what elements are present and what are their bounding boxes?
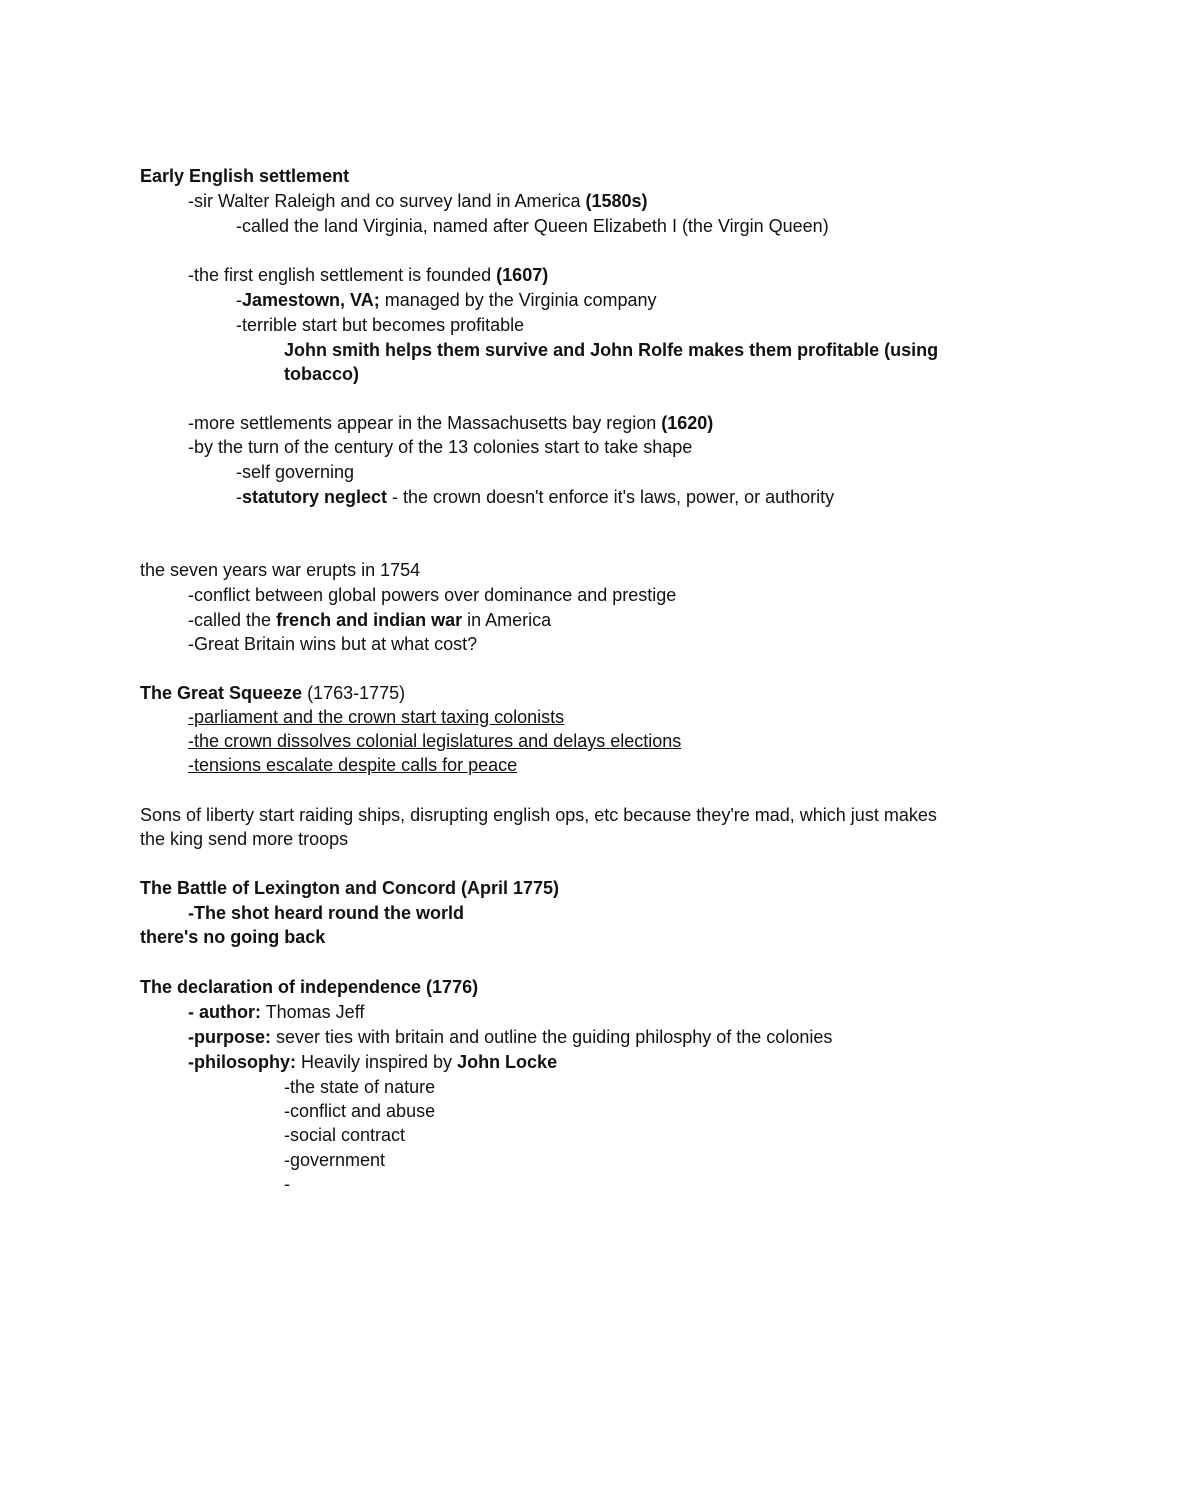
first-settlement-line bbox=[188, 263, 548, 287]
squeeze-item: -the crown dissolves colonial legislatures and delays elections bbox=[188, 731, 682, 751]
locke-item: - bbox=[284, 1174, 290, 1194]
section-heading-early-settlement: Early English settlement bbox=[140, 166, 350, 186]
first-settlement-text: -the first english settlement is founded bbox=[188, 265, 497, 285]
great-squeeze-heading bbox=[140, 681, 405, 705]
locke-item: -the state of nature bbox=[284, 1077, 436, 1097]
mass-bay-text: -more settlements appear in the Massachusetts bay region bbox=[188, 413, 662, 433]
called-prefix: -called the bbox=[188, 610, 277, 630]
no-going-back-line: there's no going back bbox=[140, 927, 326, 947]
neglect-dash: - bbox=[236, 487, 242, 507]
declaration-heading: The declaration of independence (1776) bbox=[140, 977, 479, 997]
locke-item: -conflict and abuse bbox=[284, 1101, 436, 1121]
author-value: Thomas Jeff bbox=[260, 1002, 365, 1022]
raleigh-line bbox=[188, 189, 648, 213]
john-locke: John Locke bbox=[457, 1052, 558, 1072]
jamestown-name: Jamestown, VA; bbox=[242, 290, 380, 310]
purpose-line bbox=[188, 1025, 832, 1049]
purpose-value: sever ties with britain and outline the guiding philosphy of the colonies bbox=[271, 1027, 833, 1047]
locke-item: -social contract bbox=[284, 1125, 406, 1145]
french-indian-war-line bbox=[188, 608, 551, 632]
squeeze-item: -parliament and the crown start taxing colonists bbox=[188, 707, 565, 727]
terrible-start-line: -terrible start but becomes profitable bbox=[236, 315, 525, 335]
called-suffix: in America bbox=[462, 610, 552, 630]
locke-item: -government bbox=[284, 1150, 386, 1170]
lexington-heading: The Battle of Lexington and Concord (April 1775) bbox=[140, 878, 560, 898]
virginia-line: -called the land Virginia, named after Queen Elizabeth I (the Virgin Queen) bbox=[236, 216, 829, 236]
mass-bay-line bbox=[188, 411, 713, 435]
britain-wins-line: -Great Britain wins but at what cost? bbox=[188, 634, 478, 654]
smith-rolfe-line-2: tobacco) bbox=[284, 364, 360, 384]
raleigh-text: -sir Walter Raleigh and co survey land in America bbox=[188, 191, 586, 211]
author-line bbox=[188, 1000, 364, 1024]
raleigh-date: (1580s) bbox=[585, 191, 648, 211]
purpose-label: -purpose: bbox=[188, 1027, 271, 1047]
philosophy-line bbox=[188, 1050, 557, 1074]
philosophy-label: -philosophy: bbox=[188, 1052, 296, 1072]
jamestown-text: managed by the Virginia company bbox=[379, 290, 657, 310]
great-squeeze-title: The Great Squeeze bbox=[140, 683, 303, 703]
great-squeeze-dates: (1763-1775) bbox=[302, 683, 406, 703]
smith-rolfe-line-1: John smith helps them survive and John Rolfe makes them profitable (using bbox=[284, 340, 939, 360]
author-label: - author: bbox=[188, 1002, 261, 1022]
sons-of-liberty-line-1: Sons of liberty start raiding ships, disrupting english ops, etc because they're mad, which just makes bbox=[140, 805, 937, 825]
neglect-term: statutory neglect bbox=[242, 487, 388, 507]
mass-bay-date: (1620) bbox=[661, 413, 714, 433]
self-governing-line: -self governing bbox=[236, 462, 355, 482]
shot-heard-line: -The shot heard round the world bbox=[188, 903, 464, 923]
first-settlement-date: (1607) bbox=[496, 265, 549, 285]
squeeze-item: -tensions escalate despite calls for peace bbox=[188, 755, 518, 775]
philosophy-value: Heavily inspired by bbox=[295, 1052, 458, 1072]
jamestown-line bbox=[236, 288, 657, 312]
sons-of-liberty-line-2: the king send more troops bbox=[140, 829, 349, 849]
statutory-neglect-line bbox=[236, 485, 834, 509]
neglect-text: - the crown doesn't enforce it's laws, power, or authority bbox=[387, 487, 835, 507]
seven-years-war-heading: the seven years war erupts in 1754 bbox=[140, 560, 421, 580]
conflict-line: -conflict between global powers over dominance and prestige bbox=[188, 585, 677, 605]
jamestown-dash: - bbox=[236, 290, 242, 310]
french-indian-war-term: french and indian war bbox=[276, 610, 463, 630]
thirteen-colonies-line: -by the turn of the century of the 13 colonies start to take shape bbox=[188, 437, 693, 457]
